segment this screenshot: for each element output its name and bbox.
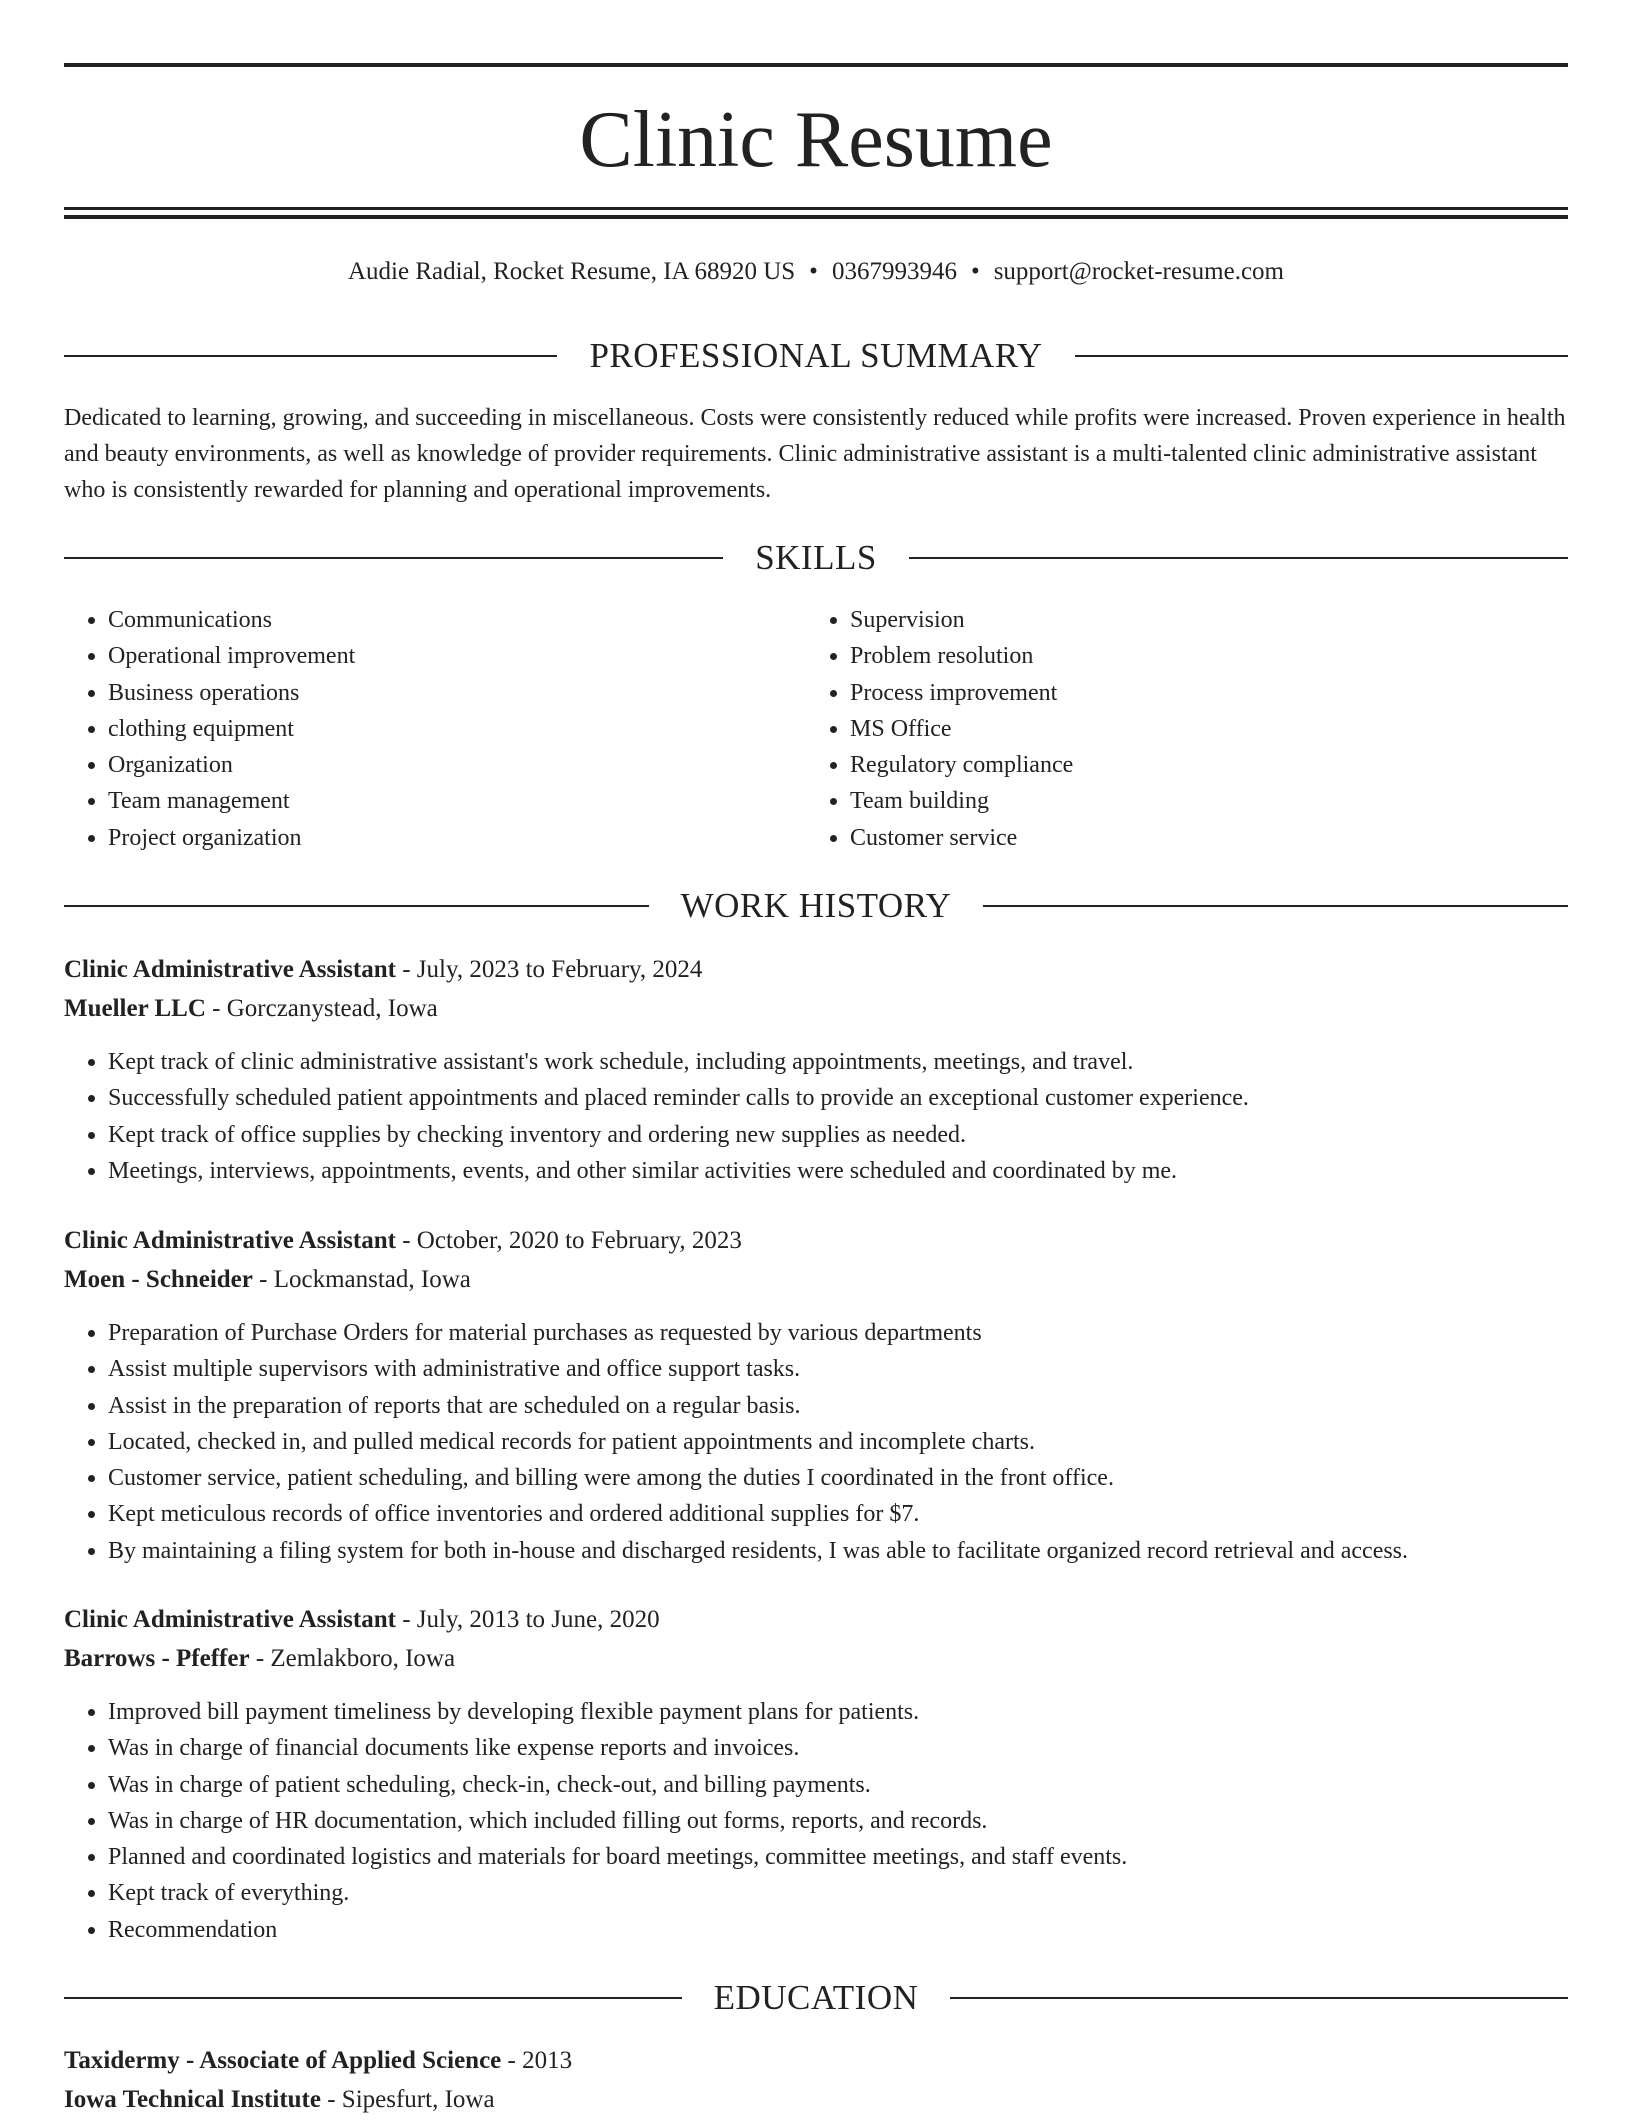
title-rule-lower <box>64 215 1568 219</box>
list-item: • Was in charge of patient scheduling, check-in, check-out, and billing payments. <box>108 1767 1568 1803</box>
job-company-line <box>64 1639 1568 1679</box>
contact-separator: • <box>809 258 818 285</box>
job-title-line <box>64 950 1568 990</box>
list-item: • Kept meticulous records of office inventories and ordered additional supplies for $7. <box>108 1496 1568 1532</box>
list-item: • Planned and coordinated logistics and materials for board meetings, committee meetings, and staff events. <box>108 1839 1568 1875</box>
list-item: • Process improvement <box>850 675 1546 711</box>
list-item: • Recommendation <box>108 1912 1568 1948</box>
job-dates: - July, 2013 to June, 2020 <box>395 1606 660 1633</box>
list-item: • Communications <box>108 602 804 638</box>
education-school-line <box>64 2080 1568 2120</box>
skills-column-right <box>806 602 1546 856</box>
section-rule-left <box>64 355 557 357</box>
top-rule <box>64 63 1568 67</box>
section-rule-right <box>950 1997 1568 1999</box>
job-title: Clinic Administrative Assistant <box>64 1606 396 1633</box>
list-item: • Customer service, patient scheduling, and billing were among the duties I coordinated in the front office. <box>108 1460 1568 1496</box>
education-degree: Taxidermy - Associate of Applied Science <box>64 2047 502 2074</box>
summary-text: Dedicated to learning, growing, and succeeding in miscellaneous. Costs were consistently reduced while profits were increased. Proven experience in health and beauty environments, as well as knowledge of provider requirements. Clinic administrative assistant is a multi-talented clinic administrative assistant who is consistently rewarded for planning and operational improvements. <box>64 405 1566 503</box>
job-duties-list <box>64 1315 1568 1569</box>
contact-address: Audie Radial, Rocket Resume, IA 68920 US <box>348 258 796 285</box>
education-location: - Sipesfurt, Iowa <box>320 2086 495 2113</box>
section-rule-left <box>64 557 723 559</box>
contact-email: support@rocket-resume.com <box>993 258 1284 285</box>
education-school: Iowa Technical Institute <box>64 2086 321 2113</box>
list-item: • Kept track of clinic administrative assistant's work schedule, including appointments, meetings, and travel. <box>108 1044 1568 1080</box>
section-title-education: EDUCATION <box>713 1978 919 2017</box>
list-item: • Was in charge of financial documents like expense reports and invoices. <box>108 1730 1568 1766</box>
job-location: - Lockmanstad, Iowa <box>252 1266 471 1293</box>
job-duties-list <box>64 1044 1568 1189</box>
job-title: Clinic Administrative Assistant <box>64 1227 396 1254</box>
skills-list-right <box>806 602 1546 856</box>
list-item: • Team building <box>850 783 1546 819</box>
list-item: • Improved bill payment timeliness by developing flexible payment plans for patients. <box>108 1694 1568 1730</box>
job-company-line <box>64 989 1568 1029</box>
list-item: • Operational improvement <box>108 638 804 674</box>
list-item: • Preparation of Purchase Orders for material purchases as requested by various departments <box>108 1315 1568 1351</box>
section-rule-right <box>1075 355 1568 357</box>
job-company: Moen - Schneider <box>64 1266 253 1293</box>
section-rule-left <box>64 1997 682 1999</box>
job-location: - Zemlakboro, Iowa <box>249 1645 456 1672</box>
list-item: • Regulatory compliance <box>850 747 1546 783</box>
skills-list-left <box>64 602 804 856</box>
list-item: • Kept track of office supplies by checking inventory and ordering new supplies as needed. <box>108 1117 1568 1153</box>
job-company: Mueller LLC <box>64 995 206 1022</box>
list-item: • Meetings, interviews, appointments, events, and other similar activities were scheduled and coordinated by me. <box>108 1153 1568 1189</box>
section-header-work <box>64 884 1568 928</box>
list-item: • Was in charge of HR documentation, which included filling out forms, reports, and records. <box>108 1803 1568 1839</box>
list-item: • clothing equipment <box>108 711 804 747</box>
list-item: • Successfully scheduled patient appointments and placed reminder calls to provide an exceptional customer experience. <box>108 1080 1568 1116</box>
contact-phone: 0367993946 <box>831 258 957 285</box>
section-rule-right <box>909 557 1568 559</box>
job-dates: - July, 2023 to February, 2024 <box>395 956 703 983</box>
section-header-summary <box>64 334 1568 378</box>
job-location: - Gorczanystead, Iowa <box>205 995 438 1022</box>
contact-line <box>64 254 1568 290</box>
job-duties <box>64 1315 1568 1569</box>
resume-title: Clinic Resume <box>579 96 1053 184</box>
list-item: • Assist multiple supervisors with administrative and office support tasks. <box>108 1351 1568 1387</box>
list-item: • Business operations <box>108 675 804 711</box>
list-item: • MS Office <box>850 711 1546 747</box>
section-rule-left <box>64 905 649 907</box>
contact-separator: • <box>970 258 980 285</box>
list-item: • Organization <box>108 747 804 783</box>
list-item: • Team management <box>108 783 804 819</box>
section-header-education <box>64 1976 1568 2020</box>
job-duties-list <box>64 1694 1568 1948</box>
job-title-line <box>64 1221 1568 1261</box>
list-item: • Problem resolution <box>850 638 1546 674</box>
section-title-summary: PROFESSIONAL SUMMARY <box>589 336 1043 375</box>
list-item: • By maintaining a filing system for both in-house and discharged residents, I was able to facilitate organized record retrieval and access. <box>108 1533 1568 1569</box>
job-title-line <box>64 1600 1568 1640</box>
list-item: • Project organization <box>108 820 804 856</box>
list-item: • Supervision <box>850 602 1546 638</box>
list-item: • Located, checked in, and pulled medical records for patient appointments and incomplete charts. <box>108 1424 1568 1460</box>
job-dates: - October, 2020 to February, 2023 <box>395 1227 742 1254</box>
list-item: • Customer service <box>850 820 1546 856</box>
section-rule-right <box>983 905 1568 907</box>
title-rule-upper <box>64 207 1568 210</box>
list-item: • Assist in the preparation of reports that are scheduled on a regular basis. <box>108 1388 1568 1424</box>
education-year: - 2013 <box>501 2047 573 2074</box>
education-degree-line <box>64 2041 1568 2081</box>
section-title-work: WORK HISTORY <box>680 886 952 925</box>
section-header-skills <box>64 536 1568 580</box>
job-company-line <box>64 1260 1568 1300</box>
job-duties <box>64 1694 1568 1948</box>
section-title-skills: SKILLS <box>755 538 877 577</box>
list-item: • Kept track of everything. <box>108 1875 1568 1911</box>
job-title: Clinic Administrative Assistant <box>64 956 396 983</box>
job-company: Barrows - Pfeffer <box>64 1645 250 1672</box>
skills-column-left <box>64 602 804 856</box>
job-duties <box>64 1044 1568 1189</box>
